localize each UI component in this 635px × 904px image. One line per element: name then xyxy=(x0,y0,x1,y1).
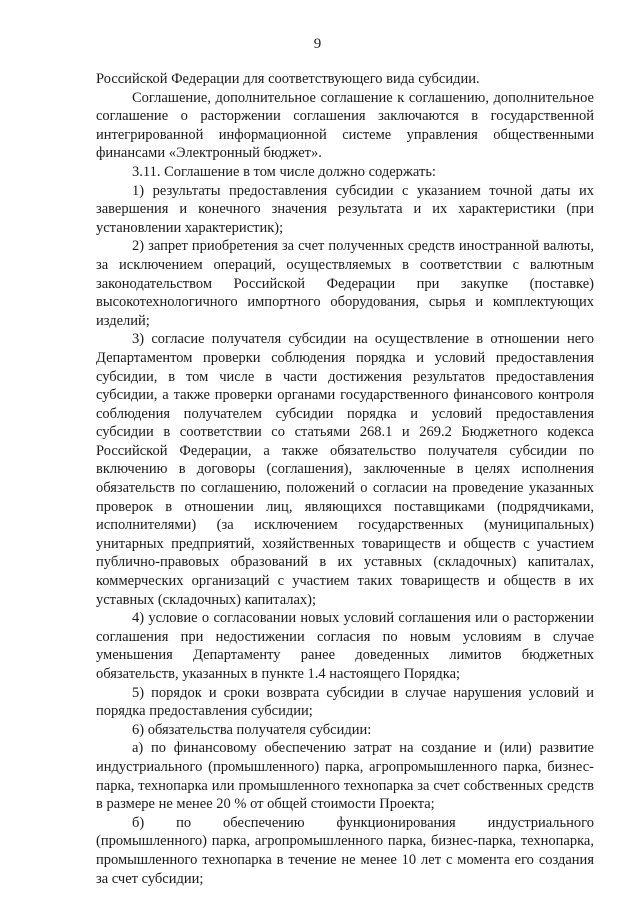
list-item-6: 6) обязательства получателя субсидии: xyxy=(132,721,372,738)
list-item-4: 4) условие о согласовании новых условий соглашения или о расторжении соглашения при недостижении согласия по новым условиям в случае уменьшения Департаменту ранее доведенных лимитов бюджетных обязательств, указанных в пункте 1.4 настоящего Порядка; xyxy=(96,610,594,682)
paragraph-clause-3-11: 3.11. Соглашение в том числе должно содержать: xyxy=(132,163,436,180)
paragraph-agreement-system: Соглашение, дополнительное соглашение к соглашению, дополнительное соглашение о расторжении соглашения заключаются в государственной интегрированной информационной системе управления общественными финансами «Электронный бюджет». xyxy=(96,89,594,162)
sub-item-a: а) по финансовому обеспечению затрат на создание и (или) развитие индустриального (промышленного) парка, агропромышленного парка, бизнес-парка, технопарка или промышленного технопарка за счет собственных средств в размере не менее 20 % от общей стоимости Проекта; xyxy=(96,740,594,813)
sub-item-b: б) по обеспечению функционирования индустриального (промышленного) парка, агропромышленного парка, бизнес-парка, технопарка, промышленного технопарка в течение не менее 10 лет с момента его создания за счет субсидии; xyxy=(96,814,594,887)
document-body xyxy=(96,70,594,888)
page-number: 9 xyxy=(313,36,322,52)
paragraph-continuation: Российской Федерации для соответствующего вида субсидии. xyxy=(96,71,480,87)
list-item-3: 3) согласие получателя субсидии на осуществление в отношении него Департаментом проверки соблюдения порядка и условий предоставления субсидии, в том числе в части достижения результатов предоставления субсидии, а также проверки органами государственного финансового контроля соблюдения получателем субсидии порядка и условий предоставления субсидии в соответствии со статьями 268.1 и 269.2 Бюджетного кодекса Российской Федерации, а также обязательство получателя субсидии по включению в договоры (соглашения), заключенные в целях исполнения обязательств по соглашению, положений о согласии на проведение указанных проверок в отношении лиц, являющихся поставщиками (подрядчиками, исполнителями) (за исключением государственных (муниципальных) унитарных предприятий, хозяйственных товариществ и обществ с участием публично-правовых образований в их уставных (складочных) капиталах, коммерческих организаций с участием таких товариществ и обществ в их уставных (складочных) капиталах); xyxy=(96,331,594,608)
list-item-2: 2) запрет приобретения за счет полученных средств иностранной валюты, за исключением операций, осуществляемых в соответствии с валютным законодательством Российской Федерации при закупке (поставке) высокотехнологичного импортного оборудования, сырья и комплектующих изделий; xyxy=(96,238,594,329)
list-item-5: 5) порядок и сроки возврата субсидии в случае нарушения условий и порядка предоставления субсидии; xyxy=(96,684,594,720)
list-item-1: 1) результаты предоставления субсидии с указанием точной даты их завершения и конечного значения результата и их характеристики (при установлении характеристик); xyxy=(96,182,594,236)
